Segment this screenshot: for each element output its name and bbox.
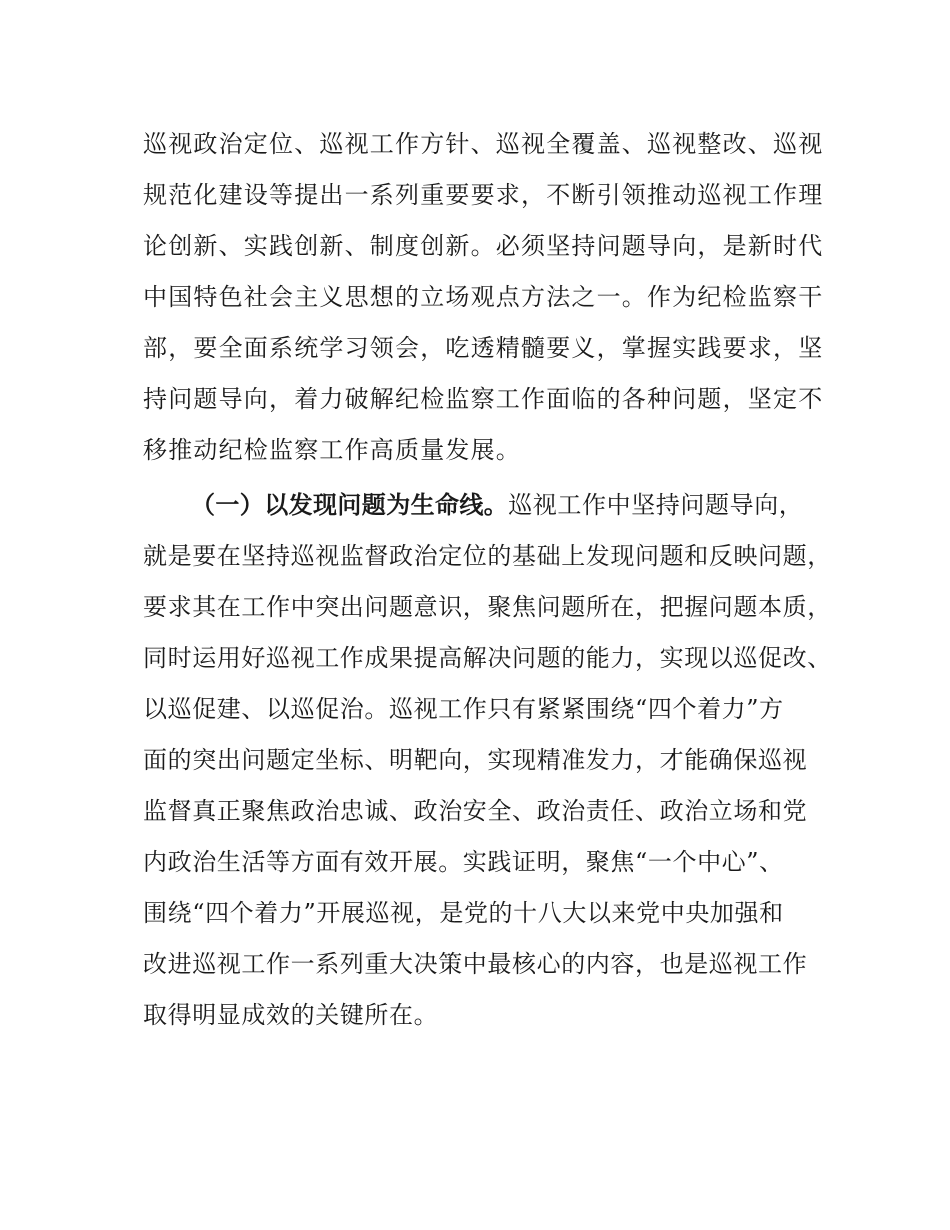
text-line: 改进巡视工作一系列重大决策中最核心的内容，也是巡视工作	[143, 950, 808, 978]
text-line: 巡视政治定位、巡视工作方针、巡视全覆盖、巡视整改、巡视	[143, 130, 824, 158]
paragraph-1	[143, 119, 843, 476]
text-line: 移推动纪检监察工作高质量发展。	[143, 436, 521, 464]
text-line: 持问题导向，着力破解纪检监察工作面临的各种问题，坚定不	[143, 385, 824, 413]
text-line: 监督真正聚焦政治忠诚、政治安全、政治责任、政治立场和党	[143, 797, 808, 825]
text-line: 规范化建设等提出一系列重要要求，不断引领推动巡视工作理	[143, 181, 824, 209]
text-line: 部，要全面系统学习领会，吃透精髓要义，掌握实践要求，坚	[143, 334, 824, 362]
text-line: 以巡促建、以巡促治。巡视工作只有紧紧围绕“四个着力”方	[143, 695, 784, 723]
text-line: 面的突出问题定坐标、明靶向，实现精准发力，才能确保巡视	[143, 746, 808, 774]
text-line-first	[143, 480, 843, 531]
text-line: 中国特色社会主义思想的立场观点方法之一。作为纪检监察干	[143, 283, 824, 311]
text-line: 取得明显成效的关键所在。	[143, 1001, 439, 1029]
text-line: 围绕“四个着力”开展巡视，是党的十八大以来党中央加强和	[143, 899, 784, 927]
text-line: 论创新、实践创新、制度创新。必须坚持问题导向，是新时代	[143, 232, 824, 260]
text-line: 内政治生活等方面有效开展。实践证明，聚焦“一个中心”、	[143, 848, 784, 876]
text-line: 同时运用好巡视工作成果提高解决问题的能力，实现以巡促改、	[143, 644, 832, 672]
text-line: 就是要在坚持巡视监督政治定位的基础上发现问题和反映问题，	[143, 542, 832, 570]
paragraph-2	[143, 480, 843, 1041]
section-heading: （一）以发现问题为生命线。	[191, 491, 509, 519]
text-line: 要求其在工作中突出问题意识，聚焦问题所在，把握问题本质，	[143, 593, 832, 621]
heading-continuation: 巡视工作中坚持问题导向，	[508, 491, 804, 519]
